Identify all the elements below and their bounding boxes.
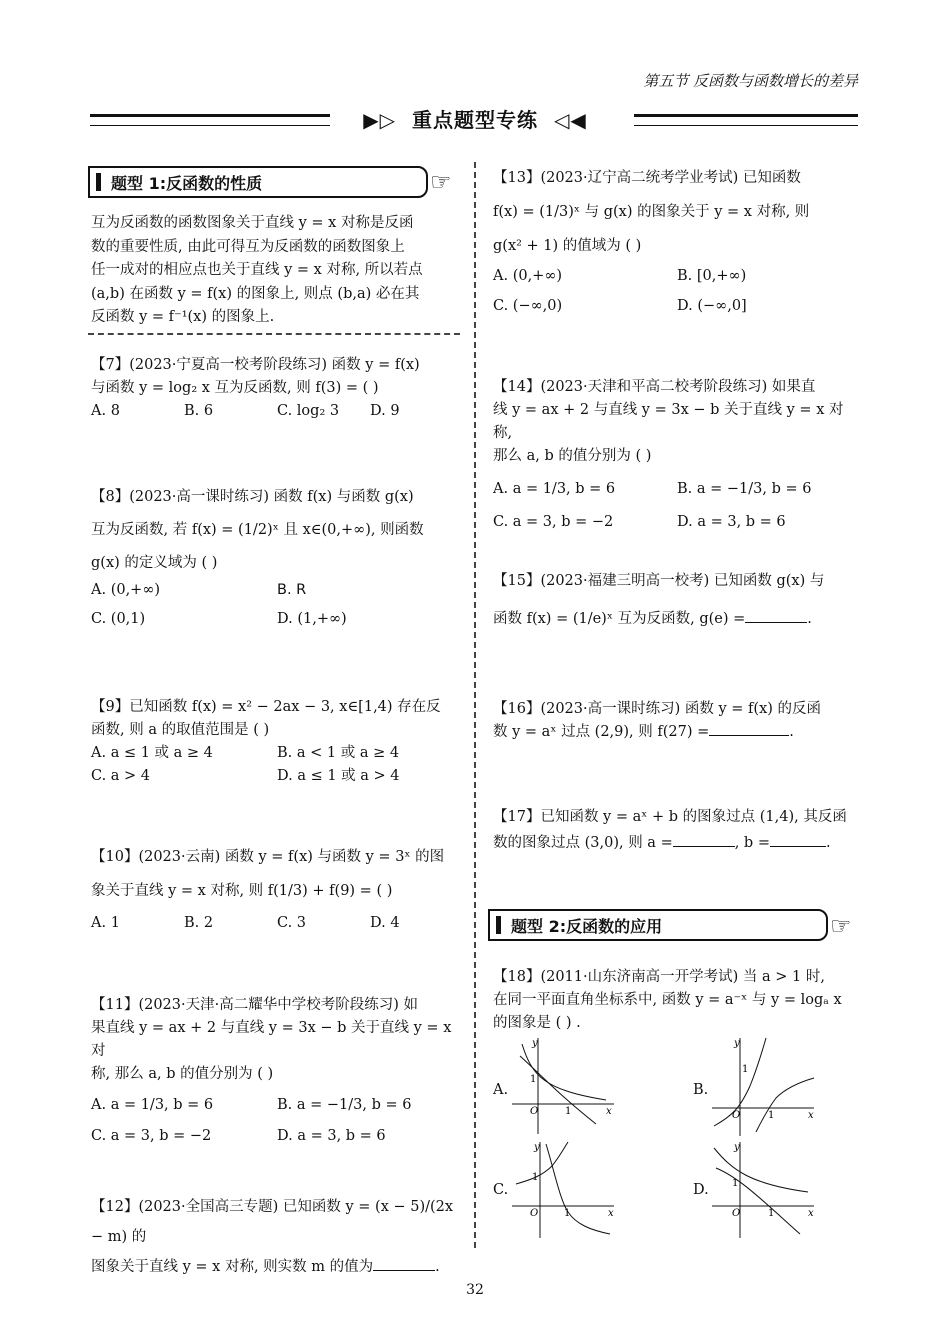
question-line: 图象关于直线 y = x 对称, 则实数 m 的值为 xyxy=(91,1259,374,1275)
question-line: 【12】(2023·全国高三专题) 已知函数 y = (x − 5)/(2x − m) 的 xyxy=(91,1199,454,1245)
question-line: 数的图象过点 (3,0), 则 a = xyxy=(493,835,673,851)
answer-blank-a[interactable] xyxy=(673,846,735,847)
intro-line: 数的重要性质, 由此可得互为反函数的函数图象上 xyxy=(91,238,405,255)
topic2-title: 题型 2:反函数的应用 xyxy=(511,916,663,936)
option-b: B. a < 1 或 a ≥ 4 xyxy=(277,745,400,761)
question-line: 互为反函数, 若 f(x) = (1/2)ˣ 且 x∈(0,+∞), 则函数 xyxy=(91,522,424,538)
option-a-label: A. xyxy=(493,1082,509,1098)
option-d: D. (1,+∞) xyxy=(277,611,347,627)
origin-label: O xyxy=(530,1208,539,1219)
question-18 xyxy=(493,966,861,1035)
question-line: 【8】(2023·高一课时练习) 函数 f(x) 与函数 g(x) xyxy=(91,489,414,505)
topic2-title-box xyxy=(488,909,828,941)
question-line: 函数 f(x) = (1/e)ˣ 互为反函数, g(e) = xyxy=(493,611,746,627)
option-c: C. a = 3, b = −2 xyxy=(493,514,614,530)
banner-right-arrows: ◁◀ xyxy=(553,108,587,132)
banner xyxy=(330,104,620,133)
question-line: 的图象是 ( ) . xyxy=(493,1015,581,1031)
question-16: 【16】(2023·高一课时练习) 函数 y = f(x) 的反函 数 y = aˣ 过点 (2,9), 则 f(27) = . xyxy=(493,698,861,744)
option-a: A. (0,+∞) xyxy=(493,268,563,284)
x-axis-label: x xyxy=(808,1110,814,1121)
option-a: A. a = 1/3, b = 6 xyxy=(91,1097,214,1113)
question-line: 那么 a, b 的值分别为 ( ) xyxy=(493,448,652,464)
graph-c xyxy=(510,1140,620,1240)
question-line: 【15】(2023·福建三明高一校考) 已知函数 g(x) 与 xyxy=(493,573,825,589)
question-line: 函数, 则 a 的取值范围是 ( ) xyxy=(91,722,270,738)
pointing-hand-icon: ☞ xyxy=(830,912,852,940)
x-axis-label: x xyxy=(606,1106,612,1117)
question-line: 【18】(2011·山东济南高一开学考试) 当 a > 1 时, xyxy=(493,969,825,985)
question-line: 【7】(2023·宁夏高一校考阶段练习) 函数 y = f(x) xyxy=(91,357,420,373)
intro-line: 反函数 y = f⁻¹(x) 的图象上. xyxy=(91,309,275,325)
graph-b xyxy=(710,1036,820,1136)
column-divider xyxy=(474,162,476,1248)
option-b: B. a = −1/3, b = 6 xyxy=(677,481,812,497)
banner-title: 重点题型专练 xyxy=(412,108,538,132)
question-line: g(x² + 1) 的值域为 ( ) xyxy=(493,238,642,254)
question-line: g(x) 的定义域为 ( ) xyxy=(91,555,218,571)
option-a: A. 1 xyxy=(91,915,120,931)
question-14 xyxy=(493,376,861,534)
option-c: C. 3 xyxy=(277,915,307,931)
option-c: C. a > 4 xyxy=(91,768,151,784)
option-b-label: B. xyxy=(693,1082,709,1098)
option-a: A. a = 1/3, b = 6 xyxy=(493,481,616,497)
y-one-label: 1 xyxy=(530,1074,537,1085)
option-b: B. 6 xyxy=(184,403,214,419)
x-one-label: 1 xyxy=(565,1106,572,1117)
question-line: 线 y = ax + 2 与直线 y = 3x − b 关于直线 y = x 对称, xyxy=(493,402,844,441)
banner-rule-left xyxy=(90,114,330,126)
option-b: B. R xyxy=(277,582,307,598)
topic1-title: 题型 1:反函数的性质 xyxy=(111,173,263,193)
question-11 xyxy=(91,994,463,1148)
y-axis-label: y xyxy=(734,1142,740,1153)
question-10 xyxy=(91,842,463,938)
y-one-label: 1 xyxy=(532,1172,539,1183)
x-axis-label: x xyxy=(808,1208,814,1219)
question-line: 数 y = aˣ 过点 (2,9), 则 f(27) = xyxy=(493,724,710,740)
option-d: D. 4 xyxy=(370,915,400,931)
question-line: f(x) = (1/3)ˣ 与 g(x) 的图象关于 y = x 对称, 则 xyxy=(493,204,810,220)
section-header: 第五节 反函数与函数增长的差异 xyxy=(643,72,858,90)
topic1-title-box xyxy=(88,166,428,198)
option-a: A. 8 xyxy=(91,403,120,419)
answer-blank-b[interactable] xyxy=(770,846,826,847)
option-d-label: D. xyxy=(693,1182,709,1198)
question-9 xyxy=(91,696,463,788)
graph-d xyxy=(710,1140,820,1240)
question-line: 称, 那么 a, b 的值分别为 ( ) xyxy=(91,1066,274,1082)
question-12: 【12】(2023·全国高三专题) 已知函数 y = (x − 5)/(2x − m) 的 图象关于直线 y = x 对称, 则实数 m 的值为 . xyxy=(91,1192,463,1282)
x-one-label: 1 xyxy=(564,1208,571,1219)
y-axis-label: y xyxy=(534,1142,540,1153)
question-line: 【14】(2023·天津和平高二校考阶段练习) 如果直 xyxy=(493,379,816,395)
question-line: 【16】(2023·高一课时练习) 函数 y = f(x) 的反函 xyxy=(493,701,822,717)
option-d: D. a ≤ 1 或 a > 4 xyxy=(277,768,400,784)
option-d: D. (−∞,0] xyxy=(677,298,747,314)
option-d: D. a = 3, b = 6 xyxy=(277,1128,386,1144)
option-b: B. 2 xyxy=(184,915,214,931)
option-a: A. a ≤ 1 或 a ≥ 4 xyxy=(91,745,213,761)
answer-blank[interactable] xyxy=(709,735,789,736)
question-15: 【15】(2023·福建三明高一校考) 已知函数 g(x) 与 函数 f(x) = (1/e)ˣ 互为反函数, g(e) = . xyxy=(493,566,861,634)
question-line: 果直线 y = ax + 2 与直线 y = 3x − b 关于直线 y = x 对 xyxy=(91,1020,452,1059)
intro-separator xyxy=(88,333,460,335)
question-line: 在同一平面直角坐标系中, 函数 y = a⁻ˣ 与 y = logₐ x xyxy=(493,992,842,1008)
origin-label: O xyxy=(530,1106,539,1117)
y-one-label: 1 xyxy=(732,1178,739,1189)
x-one-label: 1 xyxy=(768,1208,775,1219)
y-one-label: 1 xyxy=(742,1064,749,1075)
question-line: 象关于直线 y = x 对称, 则 f(1/3) + f(9) = ( ) xyxy=(91,883,393,899)
option-c: C. a = 3, b = −2 xyxy=(91,1128,212,1144)
question-line: 【17】已知函数 y = aˣ + b 的图象过点 (1,4), 其反函 xyxy=(493,809,847,825)
intro-line: 任一成对的相应点也关于直线 y = x 对称, 所以若点 xyxy=(91,262,423,278)
question-line: 【9】已知函数 f(x) = x² − 2ax − 3, x∈[1,4) 存在反 xyxy=(91,699,441,715)
option-c: C. (0,1) xyxy=(91,611,146,627)
question-13 xyxy=(493,163,861,321)
option-d: D. a = 3, b = 6 xyxy=(677,514,786,530)
origin-label: O xyxy=(732,1110,741,1121)
pointing-hand-icon: ☞ xyxy=(430,168,452,196)
question-line: 【11】(2023·天津·高二耀华中学校考阶段练习) 如 xyxy=(91,997,418,1013)
graph-a xyxy=(510,1036,620,1136)
question-17: 【17】已知函数 y = aˣ + b 的图象过点 (1,4), 其反函 数的图象过点 (3,0), 则 a = , b = . xyxy=(493,804,861,856)
answer-blank[interactable] xyxy=(745,622,807,623)
banner-left-arrows: ▶▷ xyxy=(363,108,397,132)
intro-line: (a,b) 在函数 y = f(x) 的图象上, 则点 (b,a) 必在其 xyxy=(91,285,420,302)
origin-label: O xyxy=(732,1208,741,1219)
option-d: D. 9 xyxy=(370,403,400,419)
question-line: 【13】(2023·辽宁高二统考学业考试) 已知函数 xyxy=(493,170,801,186)
question-line: 与函数 y = log₂ x 互为反函数, 则 f(3) = ( ) xyxy=(91,380,379,396)
question-7 xyxy=(91,354,463,423)
x-one-label: 1 xyxy=(768,1110,775,1121)
x-axis-label: x xyxy=(608,1208,614,1219)
y-axis-label: y xyxy=(734,1038,740,1049)
option-c-label: C. xyxy=(493,1182,509,1198)
topic1-intro xyxy=(91,212,463,330)
banner-rule-right xyxy=(634,114,858,126)
option-b: B. [0,+∞) xyxy=(677,268,747,284)
option-c: C. (−∞,0) xyxy=(493,298,563,314)
intro-line: 互为反函数的函数图象关于直线 y = x 对称是反函 xyxy=(91,215,414,231)
answer-blank[interactable] xyxy=(373,1270,435,1271)
question-8 xyxy=(91,484,463,633)
option-c: C. log₂ 3 xyxy=(277,403,340,419)
page-number: 32 xyxy=(466,1282,484,1298)
option-b: B. a = −1/3, b = 6 xyxy=(277,1097,412,1113)
question-line: 【10】(2023·云南) 函数 y = f(x) 与函数 y = 3ˣ 的图 xyxy=(91,849,445,865)
y-axis-label: y xyxy=(532,1038,538,1049)
option-a: A. (0,+∞) xyxy=(91,582,161,598)
